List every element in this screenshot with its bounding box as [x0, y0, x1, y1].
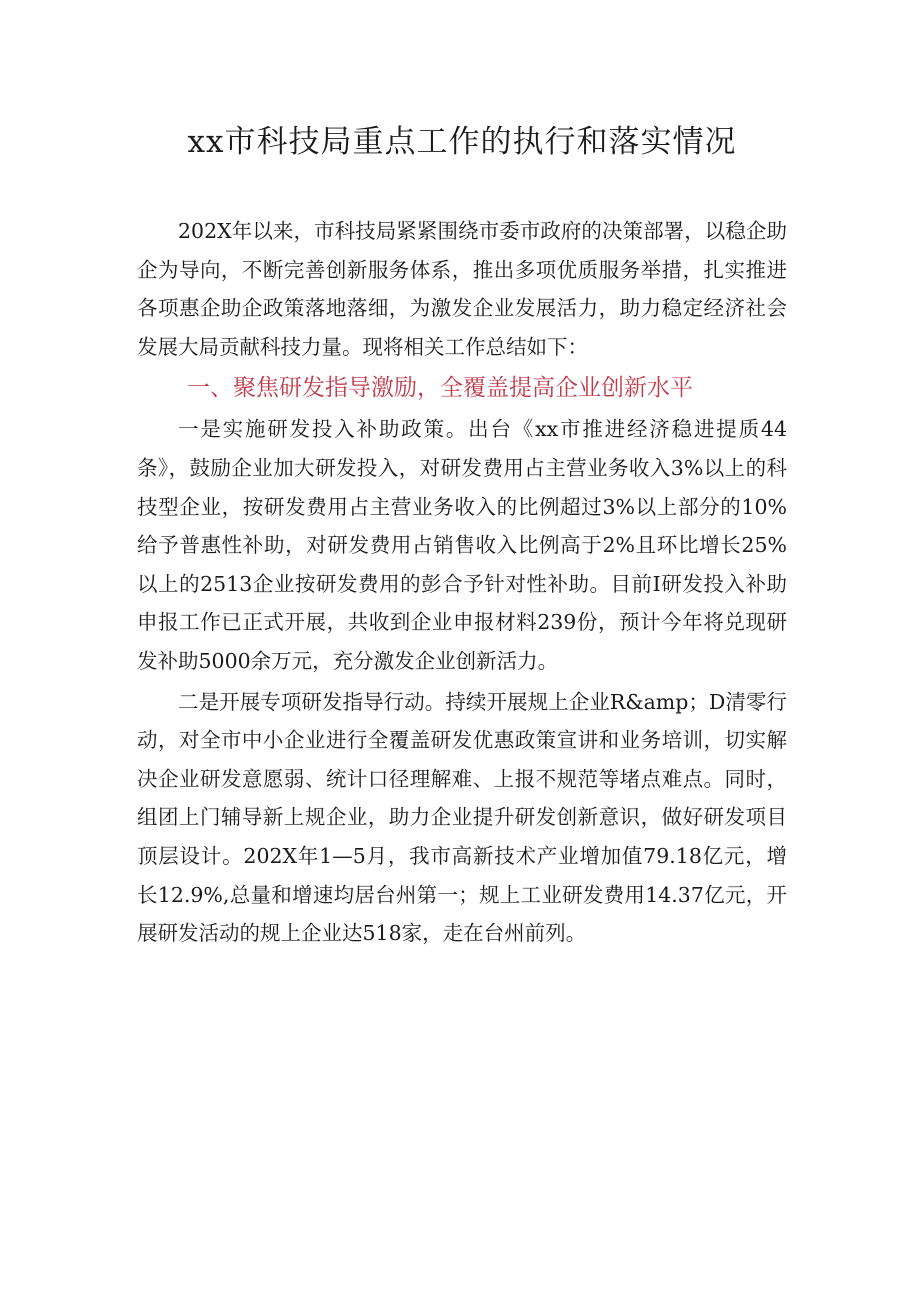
body-paragraph-1: 一是实施研发投入补助政策。出台《xx市推进经济稳进提质44条》，鼓励企业加大研发投入，对研发费用占主营业务收入3%以上的科技型企业，按研发费用占主营业务收入的比例超过3%以上部分的10%给予普惠性补助，对研发费用占销售收入比例高于2%且环比增长25%以上的2513企业按研发费用的彭合予针对性补助。目前I研发投入补助申报工作已正式开展，共收到企业申报材料239份，预计今年将兑现研发补助5000余万元，充分激发企业创新活力。: [137, 417, 787, 673]
document-title: xx市科技局重点工作的执行和落实情况: [187, 124, 737, 160]
body-paragraph-2: 二是开展专项研发指导行动。持续开展规上企业R&amp；D清零行动，对全市中小企业进行全覆盖研发优惠政策宣讲和业务培训，切实解决企业研发意愿弱、统计口径理解难、上报不规范等堵点难点。同时，组团上门辅导新上规企业，助力企业提升研发创新意识，做好研发项目顶层设计。202X年1—5月，我市高新技术产业增加值79.18亿元，增长12.9%,总量和增速均居台州第一；规上工业研发费用14.37亿元，开展研发活动的规上企业达518家，走在台州前列。: [137, 689, 787, 946]
section-heading-1: 一、聚焦研发指导激励，全覆盖提高企业创新水平: [187, 375, 693, 402]
intro-paragraph: 202X年以来，市科技局紧紧围绕市委市政府的决策部署，以稳企助企为导向，不断完善创新服务体系，推出多项优质服务举措，扎实推进各项惠企助企政策落地落细，为激发企业发展活力，助力稳定经济社会发展大局贡献科技力量。现将相关工作总结如下：: [137, 219, 787, 359]
document-page: [137, 120, 787, 953]
